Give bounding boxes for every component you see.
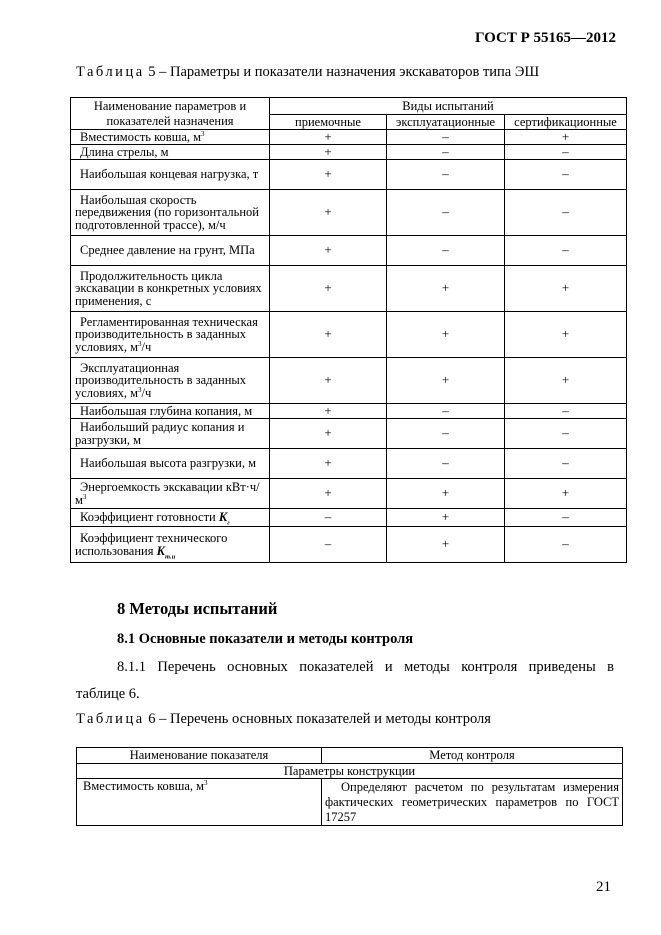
table5-mark-operational: – [387,236,505,266]
table5-param-name [71,160,270,190]
table5-mark-certification: + [505,266,627,312]
table6-row1-name-text: Вместимость ковша, м [83,779,205,793]
table5-mark-operational: – [387,449,505,479]
table5 [70,97,627,563]
table5-mark-acceptance: + [270,419,387,449]
standard-header: ГОСТ Р 55165—2012 [474,30,616,46]
table5-row [71,509,627,527]
paragraph-line-1: 8.1.1 Перечень основных показателей и методы контроля приведены в [117,659,614,675]
table5-param-name [71,145,270,160]
table5-param-name-text: Эксплуатационная производительность в заданных условиях, м [75,360,247,400]
table5-body [71,130,627,563]
table5-tests-header: Виды испытаний [270,98,627,115]
table5-param-name [71,130,270,145]
table5-param-name [71,404,270,419]
table5-mark-operational: – [387,190,505,236]
table5-param-name-text: Вместимость ковша, м [80,129,202,144]
table5-subheader-operational: эксплуатационные [387,115,505,130]
table5-mark-certification: + [505,358,627,404]
table5-mark-acceptance: + [270,404,387,419]
table5-mark-acceptance: – [270,509,387,527]
table6-caption [76,711,491,728]
table5-mark-certification: + [505,479,627,509]
table5-mark-operational: + [387,527,505,563]
table5-mark-operational: + [387,358,505,404]
table5-param-name [71,358,270,404]
table5-mark-operational: + [387,266,505,312]
paragraph-line-2: таблице 6. [76,686,140,702]
table5-caption-text: 5 – Параметры и показатели назначения экскаваторов типа ЭШ [144,64,540,80]
table5-mark-certification: – [505,404,627,419]
table6-group-row: Параметры конструкции [77,764,623,779]
table5-param-name [71,449,270,479]
page-number: 21 [596,879,611,895]
table5-mark-acceptance: + [270,312,387,358]
table6 [76,747,623,826]
table5-mark-certification: – [505,190,627,236]
table5-coefficient-symbol: K [156,543,165,558]
table5-coefficient-symbol: K [218,510,228,525]
table6-col2-header: Метод контроля [322,748,623,764]
table5-mark-operational: + [387,509,505,527]
table5-param-name-text: Коэффициент технического использования [75,531,228,558]
table5-mark-certification: + [505,130,627,145]
table5-param-name-text: Продолжительность цикла экскавации в конкретных условиях применения, с [75,268,262,308]
table5-param-name-text: Наибольший радиус копания и разгрузки, м [75,420,245,447]
table5-param-name-text: Регламентированная техническая производительность в заданных условиях, м [75,314,258,354]
table6-caption-label: Таблица [76,711,145,727]
table5-mark-operational: – [387,145,505,160]
table5-mark-certification: – [505,419,627,449]
table5-row [71,479,627,509]
table5-param-name-text: Наибольшая высота разгрузки, м [80,456,256,471]
subsection-heading: 8.1 Основные показатели и методы контроля [117,631,414,647]
table5-param-name [71,527,270,563]
table5-param-name [71,190,270,236]
table5-param-name-text: Наибольшая скорость передвижения (по горизонтальной подготовленной трассе), м/ч [75,192,259,232]
table5-mark-certification: + [505,312,627,358]
table5-mark-acceptance: + [270,145,387,160]
table5-mark-certification: – [505,160,627,190]
table5-mark-acceptance: + [270,266,387,312]
table5-unit-exponent: 3 [201,129,205,138]
table6-row1-method: Определяют расчетом по результатам измерения фактических геометрических параметров по ГОСТ 17257 [322,779,623,826]
table5-mark-acceptance: + [270,236,387,266]
table5-mark-operational: – [387,419,505,449]
table5-mark-acceptance: + [270,449,387,479]
table5-param-header: Наименование параметров и показателей назначения [71,98,270,130]
table5-row [71,419,627,449]
table5-mark-acceptance: + [270,190,387,236]
table5-mark-operational: – [387,130,505,145]
table5-mark-acceptance: + [270,160,387,190]
section-heading: 8 Методы испытаний [117,599,278,618]
table5-unit-exponent: 3 [138,339,142,348]
table5-param-name [71,419,270,449]
table5-row [71,312,627,358]
table5-row [71,449,627,479]
table5-mark-certification: – [505,527,627,563]
table5-mark-acceptance: + [270,358,387,404]
table5-row [71,130,627,145]
table5-coefficient-subscript: т.и [164,553,176,560]
table5-subheader-certification: сертификационные [505,115,627,130]
table5-unit-exponent: 3 [138,385,142,394]
table5-mark-certification: – [505,236,627,266]
table5-mark-operational: – [387,160,505,190]
table5-mark-certification: – [505,449,627,479]
table5-row [71,236,627,266]
table5-caption [76,64,539,81]
table5-coefficient-subscript: г [227,519,230,527]
table5-row [71,145,627,160]
table5-param-name-text: Среднее давление на грунт, МПа [80,243,255,258]
table5-unit-exponent: 3 [82,492,87,501]
table5-mark-acceptance: + [270,130,387,145]
table5-caption-label: Таблица [76,64,145,80]
table6-row1-name [77,779,322,826]
table5-mark-operational: – [387,404,505,419]
table5-row [71,358,627,404]
table5-param-name-text: Энергоемкость экскавации кВт·ч/м [75,480,260,507]
table5-param-name [71,312,270,358]
table6-caption-text: 6 – Перечень основных показателей и методы контроля [144,711,491,727]
table5-row [71,527,627,563]
table5-param-name [71,479,270,509]
table5-param-name-text: Коэффициент готовности [80,510,219,525]
table5-param-name [71,509,270,527]
table5-param-name-text: Длина стрелы, м [80,144,169,159]
table5-param-name [71,236,270,266]
table5-row [71,190,627,236]
table5-mark-certification: – [505,509,627,527]
table5-mark-operational: + [387,312,505,358]
table5-unit-suffix: /ч [141,339,152,354]
table5-mark-certification: – [505,145,627,160]
table5-param-name-text: Наибольшая глубина копания, м [80,403,253,418]
table5-unit-suffix: /ч [141,385,152,400]
table5-row [71,160,627,190]
table5-subheader-acceptance: приемочные [270,115,387,130]
table5-row [71,404,627,419]
table5-row [71,266,627,312]
table5-mark-acceptance: + [270,479,387,509]
table5-mark-operational: + [387,479,505,509]
table5-param-name [71,266,270,312]
table6-row1-unit-exponent: 3 [204,778,208,787]
table5-mark-acceptance: – [270,527,387,563]
table5-param-name-text: Наибольшая концевая нагрузка, т [80,167,259,182]
table6-col1-header: Наименование показателя [77,748,322,764]
